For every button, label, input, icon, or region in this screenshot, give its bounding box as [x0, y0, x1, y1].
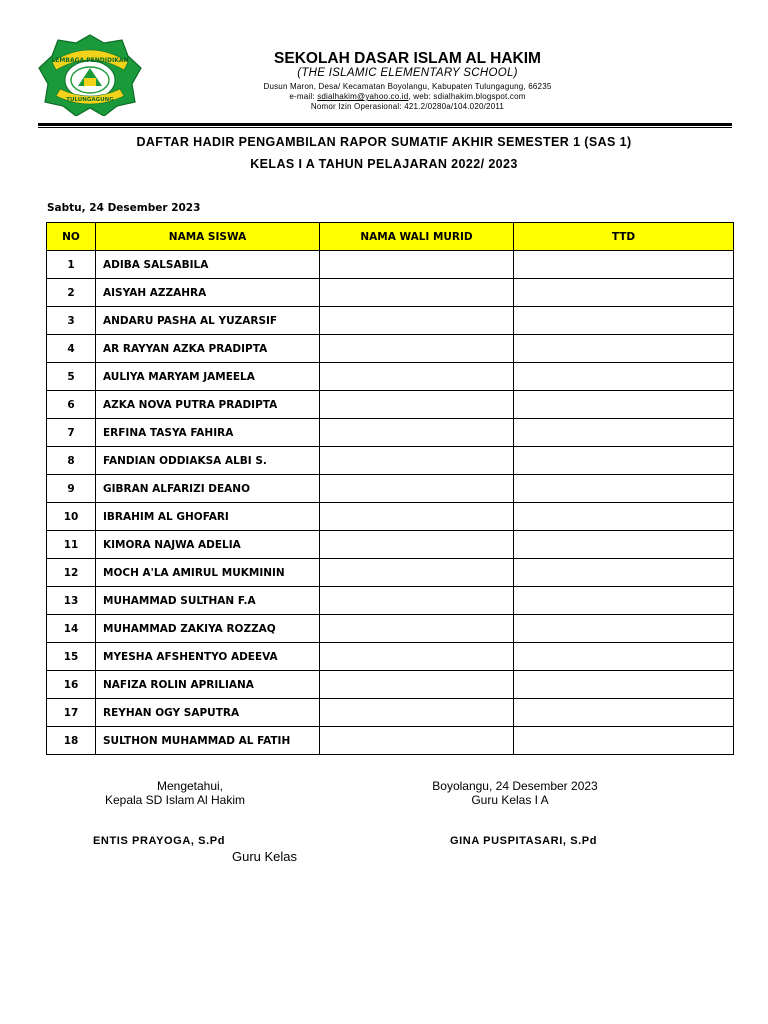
signature-cell: [514, 391, 734, 419]
row-number: 8: [47, 447, 96, 475]
table-row: [47, 531, 734, 559]
guardian-name-cell: [320, 671, 514, 699]
logo-text-bottom: TULUNGAGUNG: [66, 97, 114, 103]
column-header-signature: TTD: [514, 223, 734, 251]
signature-cell: [514, 335, 734, 363]
signature-cell: [514, 251, 734, 279]
table-row: [47, 251, 734, 279]
signature-cell: [514, 587, 734, 615]
table-row: [47, 363, 734, 391]
school-english-name: (THE ISLAMIC ELEMENTARY SCHOOL): [297, 67, 518, 79]
row-number: 2: [47, 279, 96, 307]
student-name: AULIYA MARYAM JAMEELA: [96, 363, 320, 391]
principal-title: Kepala SD Islam Al Hakim: [104, 793, 246, 807]
row-number: 13: [47, 587, 96, 615]
school-address: Dusun Maron, Desa/ Kecamatan Boyolangu, Kabupaten Tulungagung, 66235: [263, 82, 552, 91]
row-number: 9: [47, 475, 96, 503]
table-row: [47, 475, 734, 503]
school-logo: [38, 34, 142, 116]
guardian-name-cell: [320, 587, 514, 615]
student-name: GIBRAN ALFARIZI DEANO: [96, 475, 320, 503]
student-name: NAFIZA ROLIN APRILIANA: [96, 671, 320, 699]
signature-cell: [514, 531, 734, 559]
student-name: ERFINA TASYA FAHIRA: [96, 419, 320, 447]
column-header-student-name: NAMA SISWA: [96, 223, 320, 251]
student-name: KIMORA NAJWA ADELIA: [96, 531, 320, 559]
table-header-row: [47, 223, 734, 251]
guardian-name-cell: [320, 307, 514, 335]
column-header-no: NO: [47, 223, 96, 251]
table-body: [47, 251, 734, 755]
signature-cell: [514, 727, 734, 755]
school-contact: [180, 92, 635, 101]
student-name: AISYAH AZZAHRA: [96, 279, 320, 307]
row-number: 12: [47, 559, 96, 587]
row-number: 7: [47, 419, 96, 447]
student-name: AR RAYYAN AZKA PRADIPTA: [96, 335, 320, 363]
row-number: 10: [47, 503, 96, 531]
row-number: 4: [47, 335, 96, 363]
row-number: 15: [47, 643, 96, 671]
signature-cell: [514, 419, 734, 447]
document-date: Sabtu, 24 Desember 2023: [47, 202, 201, 214]
row-number: 3: [47, 307, 96, 335]
row-number: 5: [47, 363, 96, 391]
row-number: 6: [47, 391, 96, 419]
row-number: 16: [47, 671, 96, 699]
contact-prefix: e-mail:: [289, 92, 318, 101]
row-number: 11: [47, 531, 96, 559]
guardian-name-cell: [320, 643, 514, 671]
column-header-guardian-name: NAMA WALI MURID: [320, 223, 514, 251]
student-name: MUHAMMAD SULTHAN F.A: [96, 587, 320, 615]
signature-cell: [514, 643, 734, 671]
row-number: 17: [47, 699, 96, 727]
student-name: SULTHON MUHAMMAD AL FATIH: [96, 727, 320, 755]
place-date: Boyolangu, 24 Desember 2023: [432, 779, 598, 793]
attendance-table: [46, 222, 734, 755]
table-row: [47, 699, 734, 727]
signature-cell: [514, 447, 734, 475]
contact-suffix: , web: sdialhakim.blogspot.com: [408, 92, 526, 101]
document-subtitle: KELAS I A TAHUN PELAJARAN 2022/ 2023: [250, 157, 518, 171]
table-row: [47, 559, 734, 587]
guardian-name-cell: [320, 727, 514, 755]
header-divider-thick: [38, 123, 732, 126]
signature-cell: [514, 559, 734, 587]
signature-cell: [514, 279, 734, 307]
table-row: [47, 615, 734, 643]
student-name: ANDARU PASHA AL YUZARSIF: [96, 307, 320, 335]
signature-cell: [514, 475, 734, 503]
student-name: ADIBA SALSABILA: [96, 251, 320, 279]
guardian-name-cell: [320, 503, 514, 531]
guardian-name-cell: [320, 251, 514, 279]
table-row: [47, 391, 734, 419]
table-row: [47, 727, 734, 755]
document-title: DAFTAR HADIR PENGAMBILAN RAPOR SUMATIF AKHIR SEMESTER 1 (SAS 1): [136, 135, 632, 149]
table-row: [47, 307, 734, 335]
signature-cell: [514, 363, 734, 391]
guardian-name-cell: [320, 615, 514, 643]
guardian-name-cell: [320, 391, 514, 419]
student-name: FANDIAN ODDIAKSA ALBI S.: [96, 447, 320, 475]
school-name: SEKOLAH DASAR ISLAM AL HAKIM: [274, 50, 541, 67]
student-name: MOCH A'LA AMIRUL MUKMININ: [96, 559, 320, 587]
school-license: Nomor Izin Operasional: 421.2/0280a/104.020/2011: [310, 102, 505, 111]
table-row: [47, 419, 734, 447]
guardian-name-cell: [320, 699, 514, 727]
table-row: [47, 503, 734, 531]
signature-cell: [514, 671, 734, 699]
row-number: 18: [47, 727, 96, 755]
table-row: [47, 447, 734, 475]
guardian-name-cell: [320, 419, 514, 447]
table-row: [47, 587, 734, 615]
student-name: REYHAN OGY SAPUTRA: [96, 699, 320, 727]
acknowledged-label: Mengetahui,: [156, 779, 224, 793]
table-row: [47, 335, 734, 363]
table-row: [47, 643, 734, 671]
teacher-name: GINA PUSPITASARI, S.Pd: [450, 835, 598, 847]
teacher-title: Guru Kelas I A: [471, 793, 549, 807]
guardian-name-cell: [320, 447, 514, 475]
guardian-name-cell: [320, 531, 514, 559]
guardian-name-cell: [320, 363, 514, 391]
signature-cell: [514, 615, 734, 643]
row-number: 1: [47, 251, 96, 279]
email-link[interactable]: sdialhakim@yahoo.co.id: [317, 92, 409, 101]
principal-name: ENTIS PRAYOGA, S.Pd: [93, 835, 226, 847]
guardian-name-cell: [320, 475, 514, 503]
logo-text-top: LEMBAGA PENDIDIKAN: [51, 57, 129, 64]
student-name: AZKA NOVA PUTRA PRADIPTA: [96, 391, 320, 419]
signature-cell: [514, 699, 734, 727]
table-row: [47, 671, 734, 699]
header-divider-thin: [38, 127, 732, 128]
signature-cell: [514, 503, 734, 531]
guardian-name-cell: [320, 559, 514, 587]
student-name: MYESHA AFSHENTYO ADEEVA: [96, 643, 320, 671]
row-number: 14: [47, 615, 96, 643]
guardian-name-cell: [320, 279, 514, 307]
principal-role: Guru Kelas: [232, 849, 298, 864]
guardian-name-cell: [320, 335, 514, 363]
table-row: [47, 279, 734, 307]
student-name: IBRAHIM AL GHOFARI: [96, 503, 320, 531]
signature-cell: [514, 307, 734, 335]
student-name: MUHAMMAD ZAKIYA ROZZAQ: [96, 615, 320, 643]
